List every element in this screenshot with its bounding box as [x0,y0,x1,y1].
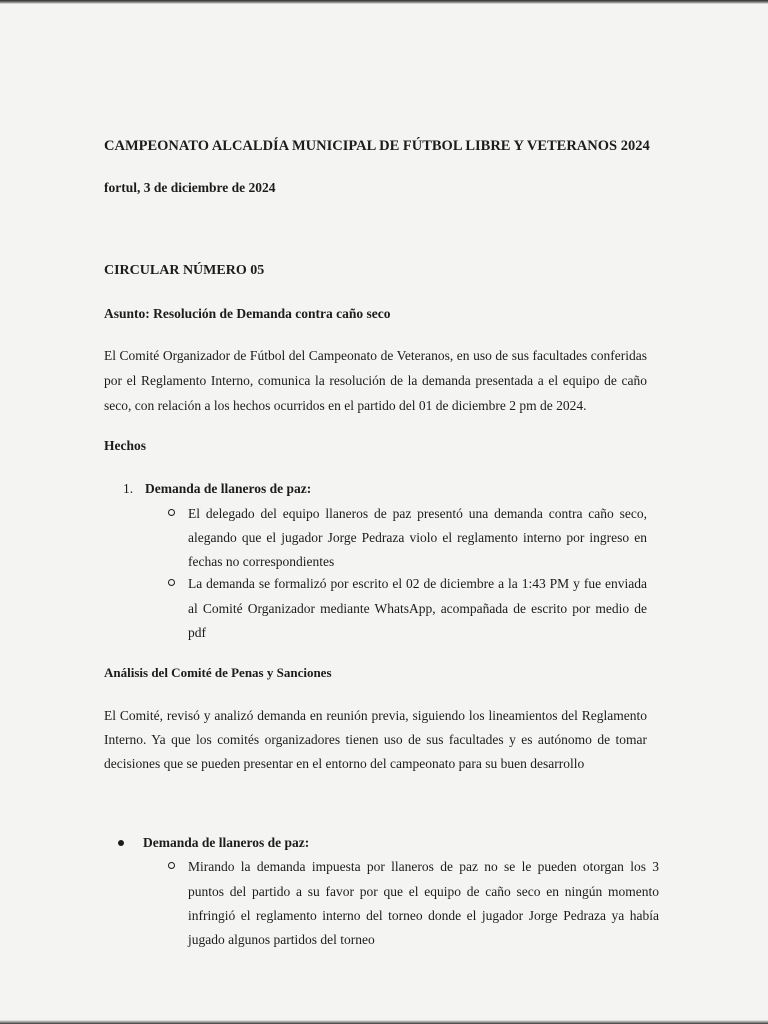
document-title: CAMPEONATO ALCALDÍA MUNICIPAL DE FÚTBOL LIBRE Y VETERANOS 2024 [104,138,650,154]
section-heading-analisis: Análisis del Comité de Penas y Sanciones [104,665,332,680]
analisis-line: Interno. Ya que los comités organizadores tienen uso de sus facultades y es autónomo de tomar [104,732,647,747]
sub-item-line: al Comité Organizador mediante WhatsApp, acompañada de escrito por medio de [188,601,647,616]
hollow-bullet-icon [168,862,175,869]
list-number: 1. [123,481,134,496]
bullet-dot-icon [118,840,124,846]
sub-item-line: fechas no correspondientes [188,554,335,569]
list-item-title: Demanda de llaneros de paz: [145,481,312,496]
hollow-bullet-icon [168,579,175,586]
document-date: fortul, 3 de diciembre de 2024 [104,180,276,195]
list-item-title: Demanda de llaneros de paz: [143,835,310,850]
hollow-bullet-icon [168,509,175,516]
analisis-line: decisiones que se pueden presentar en el entorno del campeonato para su buen desarrollo [104,756,585,771]
sub-item-line: infringió el reglamento interno del torneo donde el jugador Jorge Pedraza ya había [188,908,659,923]
sub-item-line: El delegado del equipo llaneros de paz presentó una demanda contra caño seco, [188,506,647,521]
circular-subject: Asunto: Resolución de Demanda contra caño seco [104,306,391,321]
scan-bottom-edge [0,1020,768,1024]
intro-line: El Comité Organizador de Fútbol del Campeonato de Veteranos, en uso de sus facultades conferidas [104,348,647,363]
sub-item-line: puntos del partido a su favor por que el equipo de caño seco en ningún momento [188,884,659,899]
sub-item-line: Mirando la demanda impuesta por llaneros de paz no se le pueden otorgan los 3 [188,859,659,874]
sub-item-line: La demanda se formalizó por escrito el 02 de diciembre a la 1:43 PM y fue enviada [188,576,647,591]
sub-item-line: alegando que el jugador Jorge Pedraza violo el reglamento interno por ingreso en [188,530,647,545]
analisis-line: El Comité, revisó y analizó demanda en reunión previa, siguiendo los lineamientos del Reglamento [104,708,647,723]
circular-number: CIRCULAR NÚMERO 05 [104,263,265,278]
section-heading-hechos: Hechos [104,438,146,453]
intro-line: seco, con relación a los hechos ocurridos en el partido del 01 de diciembre 2 pm de 2024. [104,398,587,413]
intro-line: por el Reglamento Interno, comunica la resolución de la demanda presentada a el equipo de caño [104,373,647,388]
sub-item-line: jugado algunos partidos del torneo [188,932,375,947]
sub-item-line: pdf [188,625,206,640]
